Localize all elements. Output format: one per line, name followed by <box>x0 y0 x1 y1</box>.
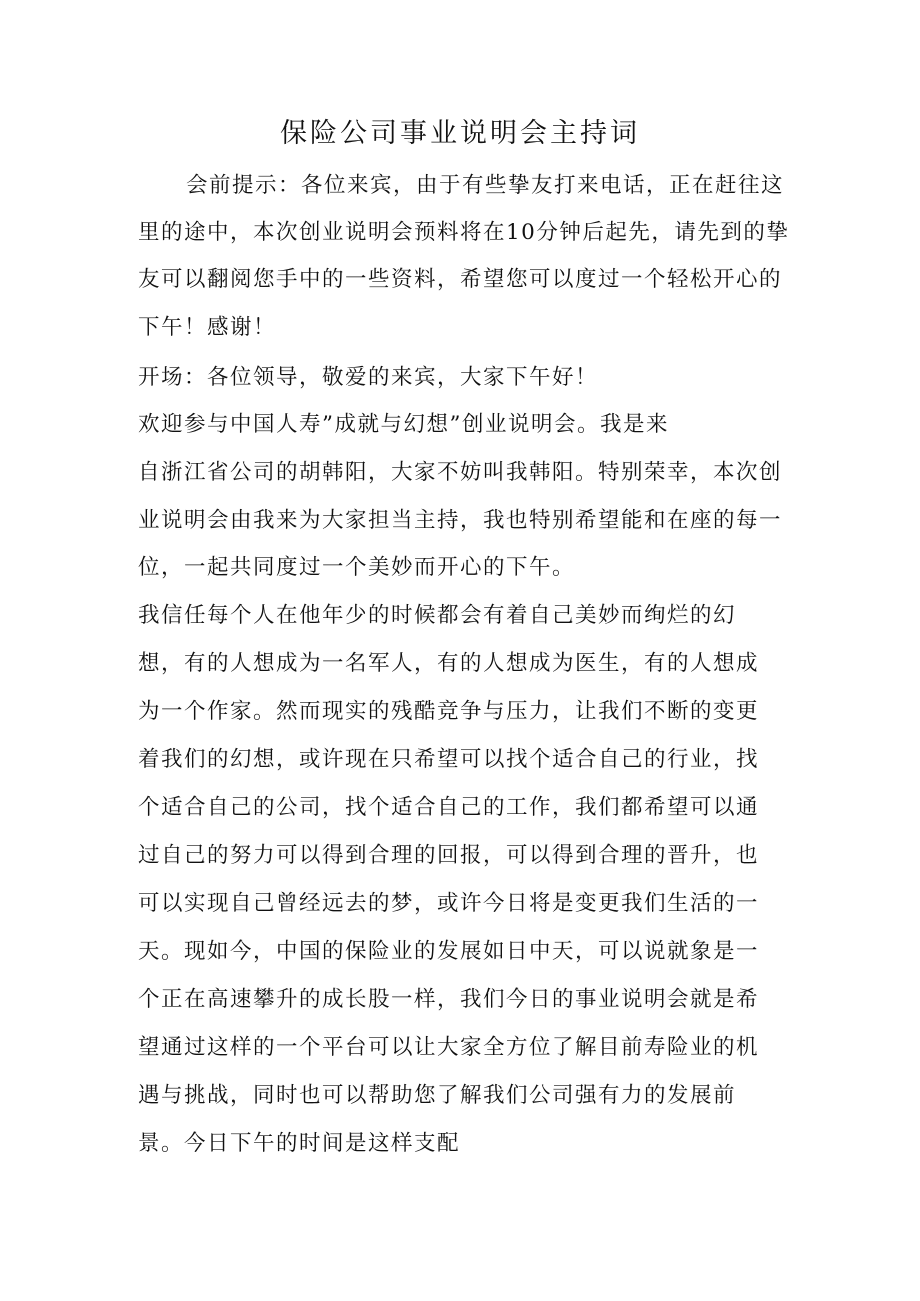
paragraph-line: 个适合自己的公司，找个适合自己的工作，我们都希望可以通 <box>138 795 760 820</box>
paragraph-line: 个正在高速攀升的成长股一样，我们今日的事业说明会就是希 <box>138 987 760 1012</box>
paragraph-line: 业说明会由我来为大家担当主持，我也特别希望能和在座的每一 <box>138 508 783 533</box>
paragraph-line: 欢迎参与中国人寿”成就与幻想”创业说明会。我是来 <box>138 412 669 437</box>
document-title: 保险公司事业说明会主持词 <box>280 118 640 149</box>
paragraph-line: 里的途中，本次创业说明会预料将在10分钟后起先，请先到的挚 <box>138 220 790 245</box>
paragraph-line: 位，一起共同度过一个美妙而开心的下午。 <box>138 555 576 580</box>
paragraph-line: 自浙江省公司的胡韩阳，大家不妨叫我韩阳。特别荣幸，本次创 <box>138 460 783 485</box>
paragraph-line: 想，有的人想成为一名军人，有的人想成为医生，有的人想成 <box>138 651 760 676</box>
paragraph-line: 我信任每个人在他年少的时候都会有着自己美妙而绚烂的幻 <box>138 603 737 628</box>
paragraph-line: 着我们的幻想，或许现在只希望可以找个适合自己的行业，找 <box>138 747 760 772</box>
paragraph-line: 友可以翻阅您手中的一些资料，希望您可以度过一个轻松开心的 <box>138 267 783 292</box>
paragraph-line: 下午！感谢！ <box>138 315 277 340</box>
paragraph-line: 遇与挑战，同时也可以帮助您了解我们公司强有力的发展前 <box>138 1083 737 1108</box>
paragraph-line: 开场：各位领导，敬爱的来宾，大家下午好！ <box>138 365 599 390</box>
paragraph-line: 为一个作家。然而现实的残酷竞争与压力，让我们不断的变更 <box>138 699 760 724</box>
paragraph-line: 望通过这样的一个平台可以让大家全方位了解目前寿险业的机 <box>138 1035 760 1060</box>
paragraph-line: 会前提示：各位来宾，由于有些挚友打来电话，正在赶往这 <box>186 173 785 198</box>
paragraph-line: 可以实现自己曾经远去的梦，或许今日将是变更我们生活的一 <box>138 891 760 916</box>
paragraph-line: 景。今日下午的时间是这样支配 <box>138 1131 461 1156</box>
paragraph-line: 天。现如今，中国的保险业的发展如日中天，可以说就象是一 <box>138 939 760 964</box>
paragraph-line: 过自己的努力可以得到合理的回报，可以得到合理的晋升，也 <box>138 843 760 868</box>
